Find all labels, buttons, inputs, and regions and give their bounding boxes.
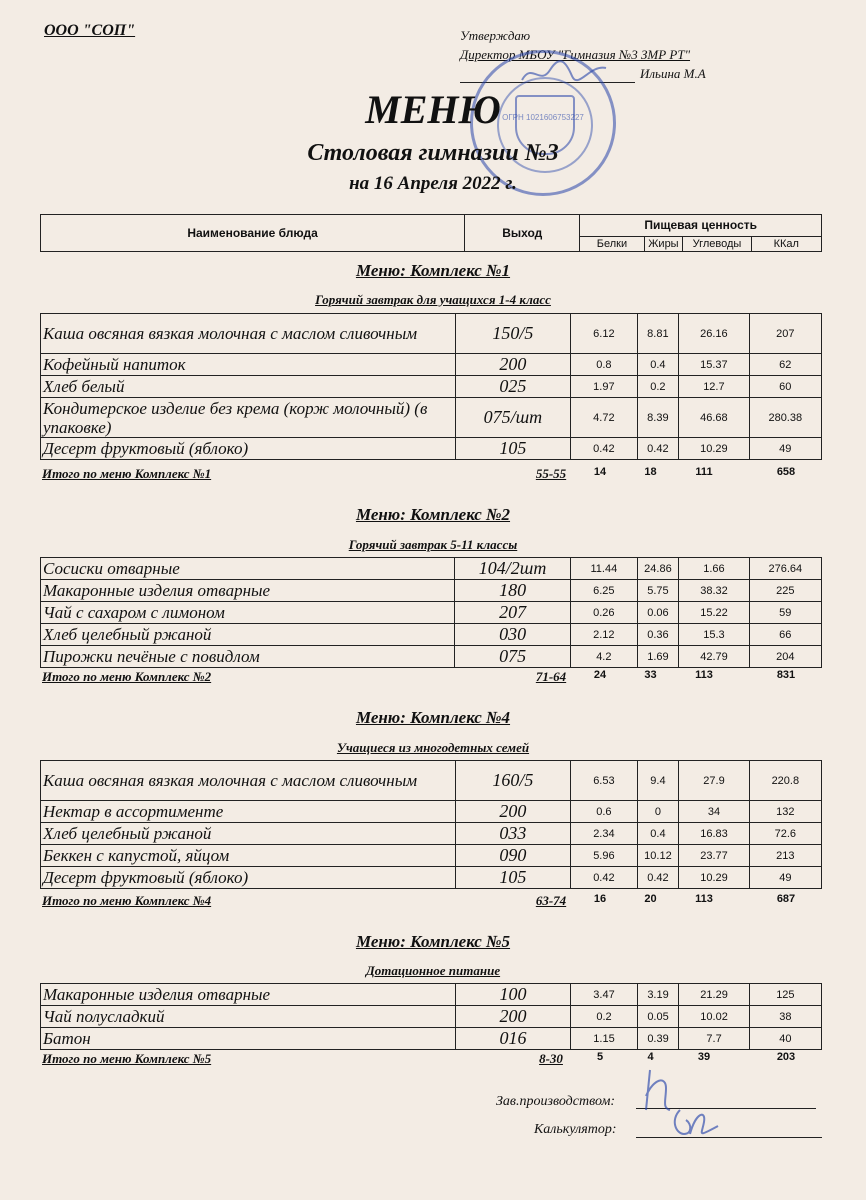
total-label: Итого по меню Комплекс №4 — [42, 893, 212, 908]
column-header — [40, 214, 822, 252]
dish-name: Нектар в ассортименте — [41, 801, 456, 823]
total-proteins: 5 — [596, 1051, 604, 1063]
dish-fats: 0.4 — [637, 354, 679, 376]
col-fats: Жиры — [644, 236, 683, 251]
table-row — [41, 314, 822, 354]
total-label: Итого по меню Комплекс №5 — [42, 1051, 212, 1066]
dish-kcal: 132 — [749, 801, 821, 823]
section-subtitle: Учащиеся из многодетных семей — [336, 740, 530, 755]
total-proteins: 24 — [593, 669, 607, 681]
dish-name: Беккен с капустой, яйцом — [41, 845, 456, 867]
dish-output: 105 — [455, 438, 571, 460]
table-row — [41, 1028, 822, 1050]
dish-output: 075/шт — [455, 398, 571, 438]
dish-name: Пирожки печёные с повидлом — [41, 646, 455, 668]
total-kcal: 831 — [776, 669, 796, 681]
table-row — [41, 761, 822, 801]
table-row — [41, 1006, 822, 1028]
dish-fats: 0.42 — [637, 438, 679, 460]
dish-output: 200 — [455, 801, 571, 823]
table-row — [41, 580, 822, 602]
table-row — [41, 801, 822, 823]
dish-output: 016 — [455, 1028, 571, 1050]
dish-output: 150/5 — [455, 314, 571, 354]
dish-output: 104/2шт — [455, 558, 571, 580]
dish-name: Макаронные изделия отварные — [41, 580, 455, 602]
total-carbs: 39 — [697, 1051, 711, 1063]
total-fats: 4 — [647, 1051, 654, 1063]
section-subtitle: Горячий завтрак для учащихся 1-4 класс — [315, 292, 551, 307]
dish-output: 075 — [455, 646, 571, 668]
table-row — [41, 984, 822, 1006]
total-label: Итого по меню Комплекс №1 — [42, 466, 212, 481]
dish-carbs: 38.32 — [679, 580, 749, 602]
dish-output: 200 — [455, 1006, 571, 1028]
section-title: Меню: Комплекс №2 — [355, 505, 511, 524]
total-proteins: 16 — [593, 893, 607, 905]
dish-proteins: 6.53 — [571, 761, 637, 801]
dish-kcal: 204 — [749, 646, 821, 668]
col-proteins: Белки — [580, 236, 644, 251]
dish-carbs: 16.83 — [679, 823, 749, 845]
total-kcal: 203 — [776, 1051, 796, 1063]
total-carbs: 111 — [695, 466, 713, 478]
menu-table — [40, 313, 822, 460]
dish-fats: 8.81 — [637, 314, 679, 354]
dish-output: 105 — [455, 867, 571, 889]
dish-proteins: 1.15 — [571, 1028, 637, 1050]
dish-proteins: 2.34 — [571, 823, 637, 845]
dish-output: 200 — [455, 354, 571, 376]
dish-carbs: 23.77 — [679, 845, 749, 867]
dish-fats: 3.19 — [637, 984, 679, 1006]
total-proteins: 14 — [593, 466, 607, 478]
dish-carbs: 1.66 — [679, 558, 749, 580]
dish-fats: 0.36 — [637, 624, 679, 646]
calculator-signature-line — [636, 1137, 822, 1138]
dish-proteins: 11.44 — [571, 558, 637, 580]
total-fats: 20 — [644, 893, 657, 905]
table-row — [41, 823, 822, 845]
dish-output: 030 — [455, 624, 571, 646]
dish-name: Чай с сахаром с лимоном — [41, 602, 455, 624]
total-output: 55-55 — [535, 466, 567, 481]
dish-kcal: 38 — [749, 1006, 821, 1028]
dish-carbs: 27.9 — [679, 761, 749, 801]
production-manager-label: Зав.производством: — [496, 1094, 616, 1109]
dish-carbs: 46.68 — [679, 398, 749, 438]
dish-kcal: 49 — [749, 438, 821, 460]
dish-fats: 0.39 — [637, 1028, 679, 1050]
dish-kcal: 225 — [749, 580, 821, 602]
dish-name: Хлеб целебный ржаной — [41, 624, 455, 646]
dish-proteins: 1.97 — [571, 376, 637, 398]
total-label: Итого по меню Комплекс №2 — [42, 669, 212, 684]
col-name: Наименование блюда — [41, 215, 465, 252]
table-row — [41, 845, 822, 867]
dish-proteins: 4.72 — [571, 398, 637, 438]
section-subtitle: Горячий завтрак 5-11 классы — [348, 537, 518, 552]
table-row — [41, 398, 822, 438]
total-row — [40, 893, 822, 911]
dish-carbs: 26.16 — [679, 314, 749, 354]
dish-output: 090 — [455, 845, 571, 867]
dish-fats: 0.42 — [637, 867, 679, 889]
dish-name: Десерт фруктовый (яблоко) — [41, 438, 456, 460]
col-nutrition: Пищевая ценность — [580, 215, 822, 237]
dish-fats: 10.12 — [637, 845, 679, 867]
dish-output: 025 — [455, 376, 571, 398]
dish-proteins: 4.2 — [571, 646, 637, 668]
total-output: 63-74 — [535, 893, 567, 908]
page-title: МЕНЮ — [365, 87, 501, 132]
dish-fats: 0 — [637, 801, 679, 823]
dish-kcal: 49 — [749, 867, 821, 889]
dish-fats: 0.05 — [637, 1006, 679, 1028]
col-output: Выход — [465, 215, 580, 252]
menu-table — [40, 983, 822, 1050]
dish-proteins: 0.2 — [571, 1006, 637, 1028]
dish-proteins: 6.12 — [571, 314, 637, 354]
menu-date: на 16 Апреля 2022 г. — [349, 173, 517, 194]
section-title: Меню: Комплекс №4 — [355, 708, 511, 727]
dish-kcal: 276.64 — [749, 558, 821, 580]
dish-carbs: 10.29 — [679, 867, 749, 889]
total-row — [40, 1051, 822, 1069]
dish-kcal: 59 — [749, 602, 821, 624]
total-fats: 33 — [644, 669, 657, 681]
total-output: 8-30 — [539, 1051, 563, 1066]
total-carbs: 113 — [695, 893, 713, 905]
table-row — [41, 646, 822, 668]
dish-output: 033 — [455, 823, 571, 845]
dish-proteins: 2.12 — [571, 624, 637, 646]
dish-carbs: 15.37 — [679, 354, 749, 376]
dish-name: Кондитерское изделие без крема (корж молочный) (в упаковке) — [41, 398, 456, 438]
company-name: ООО "СОП" — [44, 22, 136, 39]
dish-fats: 0.4 — [637, 823, 679, 845]
dish-proteins: 0.42 — [571, 867, 637, 889]
dish-carbs: 15.3 — [679, 624, 749, 646]
dish-output: 100 — [455, 984, 571, 1006]
dish-name: Каша овсяная вязкая молочная с маслом сливочным — [41, 761, 456, 801]
dish-name: Сосиски отварные — [41, 558, 455, 580]
total-output: 71-64 — [535, 669, 567, 684]
calculator-label: Калькулятор: — [534, 1122, 617, 1137]
dish-fats: 5.75 — [637, 580, 679, 602]
dish-fats: 24.86 — [637, 558, 679, 580]
total-carbs: 113 — [695, 669, 713, 681]
total-kcal: 658 — [776, 466, 796, 478]
calculator-signature-icon — [666, 1104, 726, 1140]
dish-name: Чай полусладкий — [41, 1006, 456, 1028]
dish-carbs: 7.7 — [679, 1028, 749, 1050]
stamp-text: ОГРН 1021606753227 — [502, 113, 584, 122]
dish-proteins: 0.26 — [571, 602, 637, 624]
section-subtitle: Дотационное питание — [365, 963, 501, 978]
dish-kcal: 220.8 — [749, 761, 821, 801]
dish-name: Макаронные изделия отварные — [41, 984, 456, 1006]
dish-kcal: 66 — [749, 624, 821, 646]
total-row — [40, 466, 822, 484]
dish-fats: 0.2 — [637, 376, 679, 398]
dish-carbs: 15.22 — [679, 602, 749, 624]
dish-name: Батон — [41, 1028, 456, 1050]
total-fats: 18 — [644, 466, 657, 478]
dish-kcal: 213 — [749, 845, 821, 867]
dish-carbs: 10.02 — [679, 1006, 749, 1028]
director-name: Ильина М.А — [640, 66, 706, 81]
section-title: Меню: Комплекс №5 — [355, 932, 511, 951]
dish-name: Десерт фруктовый (яблоко) — [41, 867, 456, 889]
dish-fats: 8.39 — [637, 398, 679, 438]
dish-proteins: 0.8 — [571, 354, 637, 376]
col-kcal: ККал — [751, 236, 821, 251]
dish-kcal: 62 — [749, 354, 821, 376]
col-carbs: Углеводы — [683, 236, 751, 251]
dish-fats: 9.4 — [637, 761, 679, 801]
dish-output: 207 — [455, 602, 571, 624]
dish-name: Каша овсяная вязкая молочная с маслом сливочным — [41, 314, 456, 354]
menu-table — [40, 760, 822, 889]
dish-output: 180 — [455, 580, 571, 602]
dish-fats: 0.06 — [637, 602, 679, 624]
table-row — [41, 867, 822, 889]
dish-name: Кофейный напиток — [41, 354, 456, 376]
director-position: Директор МБОУ "Гимназия №3 ЗМР РТ" — [460, 47, 691, 62]
dish-carbs: 34 — [679, 801, 749, 823]
dish-proteins: 0.6 — [571, 801, 637, 823]
dish-proteins: 6.25 — [571, 580, 637, 602]
table-row — [41, 438, 822, 460]
dish-kcal: 207 — [749, 314, 821, 354]
page-subtitle: Столовая гимназии №3 — [307, 140, 559, 166]
dish-proteins: 0.42 — [571, 438, 637, 460]
dish-kcal: 60 — [749, 376, 821, 398]
dish-carbs: 42.79 — [679, 646, 749, 668]
dish-carbs: 12.7 — [679, 376, 749, 398]
dish-proteins: 5.96 — [571, 845, 637, 867]
table-row — [41, 558, 822, 580]
dish-kcal: 125 — [749, 984, 821, 1006]
section-title: Меню: Комплекс №1 — [355, 261, 511, 280]
dish-carbs: 10.29 — [679, 438, 749, 460]
dish-kcal: 280.38 — [749, 398, 821, 438]
director-signature-icon — [520, 58, 610, 88]
total-kcal: 687 — [776, 893, 796, 905]
dish-proteins: 3.47 — [571, 984, 637, 1006]
dish-output: 160/5 — [455, 761, 571, 801]
table-row — [41, 354, 822, 376]
table-row — [41, 624, 822, 646]
dish-kcal: 40 — [749, 1028, 821, 1050]
table-row — [41, 602, 822, 624]
dish-carbs: 21.29 — [679, 984, 749, 1006]
menu-table — [40, 557, 822, 668]
dish-fats: 1.69 — [637, 646, 679, 668]
dish-name: Хлеб белый — [41, 376, 456, 398]
table-row — [41, 376, 822, 398]
approve-label: Утверждаю — [460, 28, 531, 43]
dish-name: Хлеб целебный ржаной — [41, 823, 456, 845]
dish-kcal: 72.6 — [749, 823, 821, 845]
total-row — [40, 669, 822, 687]
